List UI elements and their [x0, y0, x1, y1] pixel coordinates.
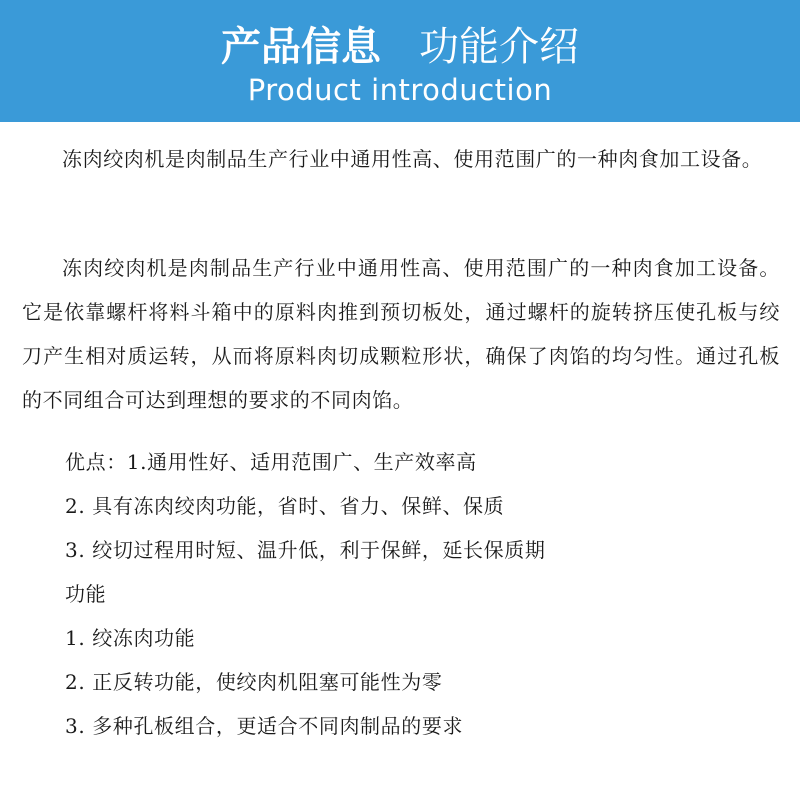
header-title-row [0, 22, 800, 72]
header-banner [0, 0, 800, 122]
title-function-intro: 功能介绍 [419, 24, 579, 70]
functions-heading: 功能 [65, 582, 107, 606]
header-subtitle: Product introduction [247, 73, 553, 107]
advantage-item: 3. 绞切过程用时短、温升低，利于保鲜，延长保质期 [65, 538, 546, 562]
intro-paragraph-1: 冻肉绞肉机是肉制品生产行业中通用性高、使用范围广的一种肉食加工设备。 [62, 147, 763, 171]
content-area [0, 122, 800, 800]
title-product-info: 产品信息 [221, 24, 381, 70]
function-item: 1. 绞冻肉功能 [65, 626, 196, 650]
feature-list [65, 440, 765, 748]
advantage-item: 优点：1.通用性好、适用范围广、生产效率高 [65, 450, 477, 474]
function-item: 2. 正反转功能，使绞肉机阻塞可能性为零 [65, 670, 443, 694]
advantage-item: 2. 具有冻肉绞肉功能，省时、省力、保鲜、保质 [65, 494, 505, 518]
intro-paragraph-2: 冻肉绞肉机是肉制品生产行业中通用性高、使用范围广的一种肉食加工设备。它是依靠螺杆将料斗箱中的原料肉推到预切板处，通过螺杆的旋转挤压使孔板与绞刀产生相对质运转，从而将原料肉切成颗粒形状，确保了肉馅的均匀性。通过孔板的不同组合可达到理想的要求的不同肉馅。 [22, 256, 780, 412]
function-item: 3. 多种孔板组合，更适合不同肉制品的要求 [65, 714, 464, 738]
